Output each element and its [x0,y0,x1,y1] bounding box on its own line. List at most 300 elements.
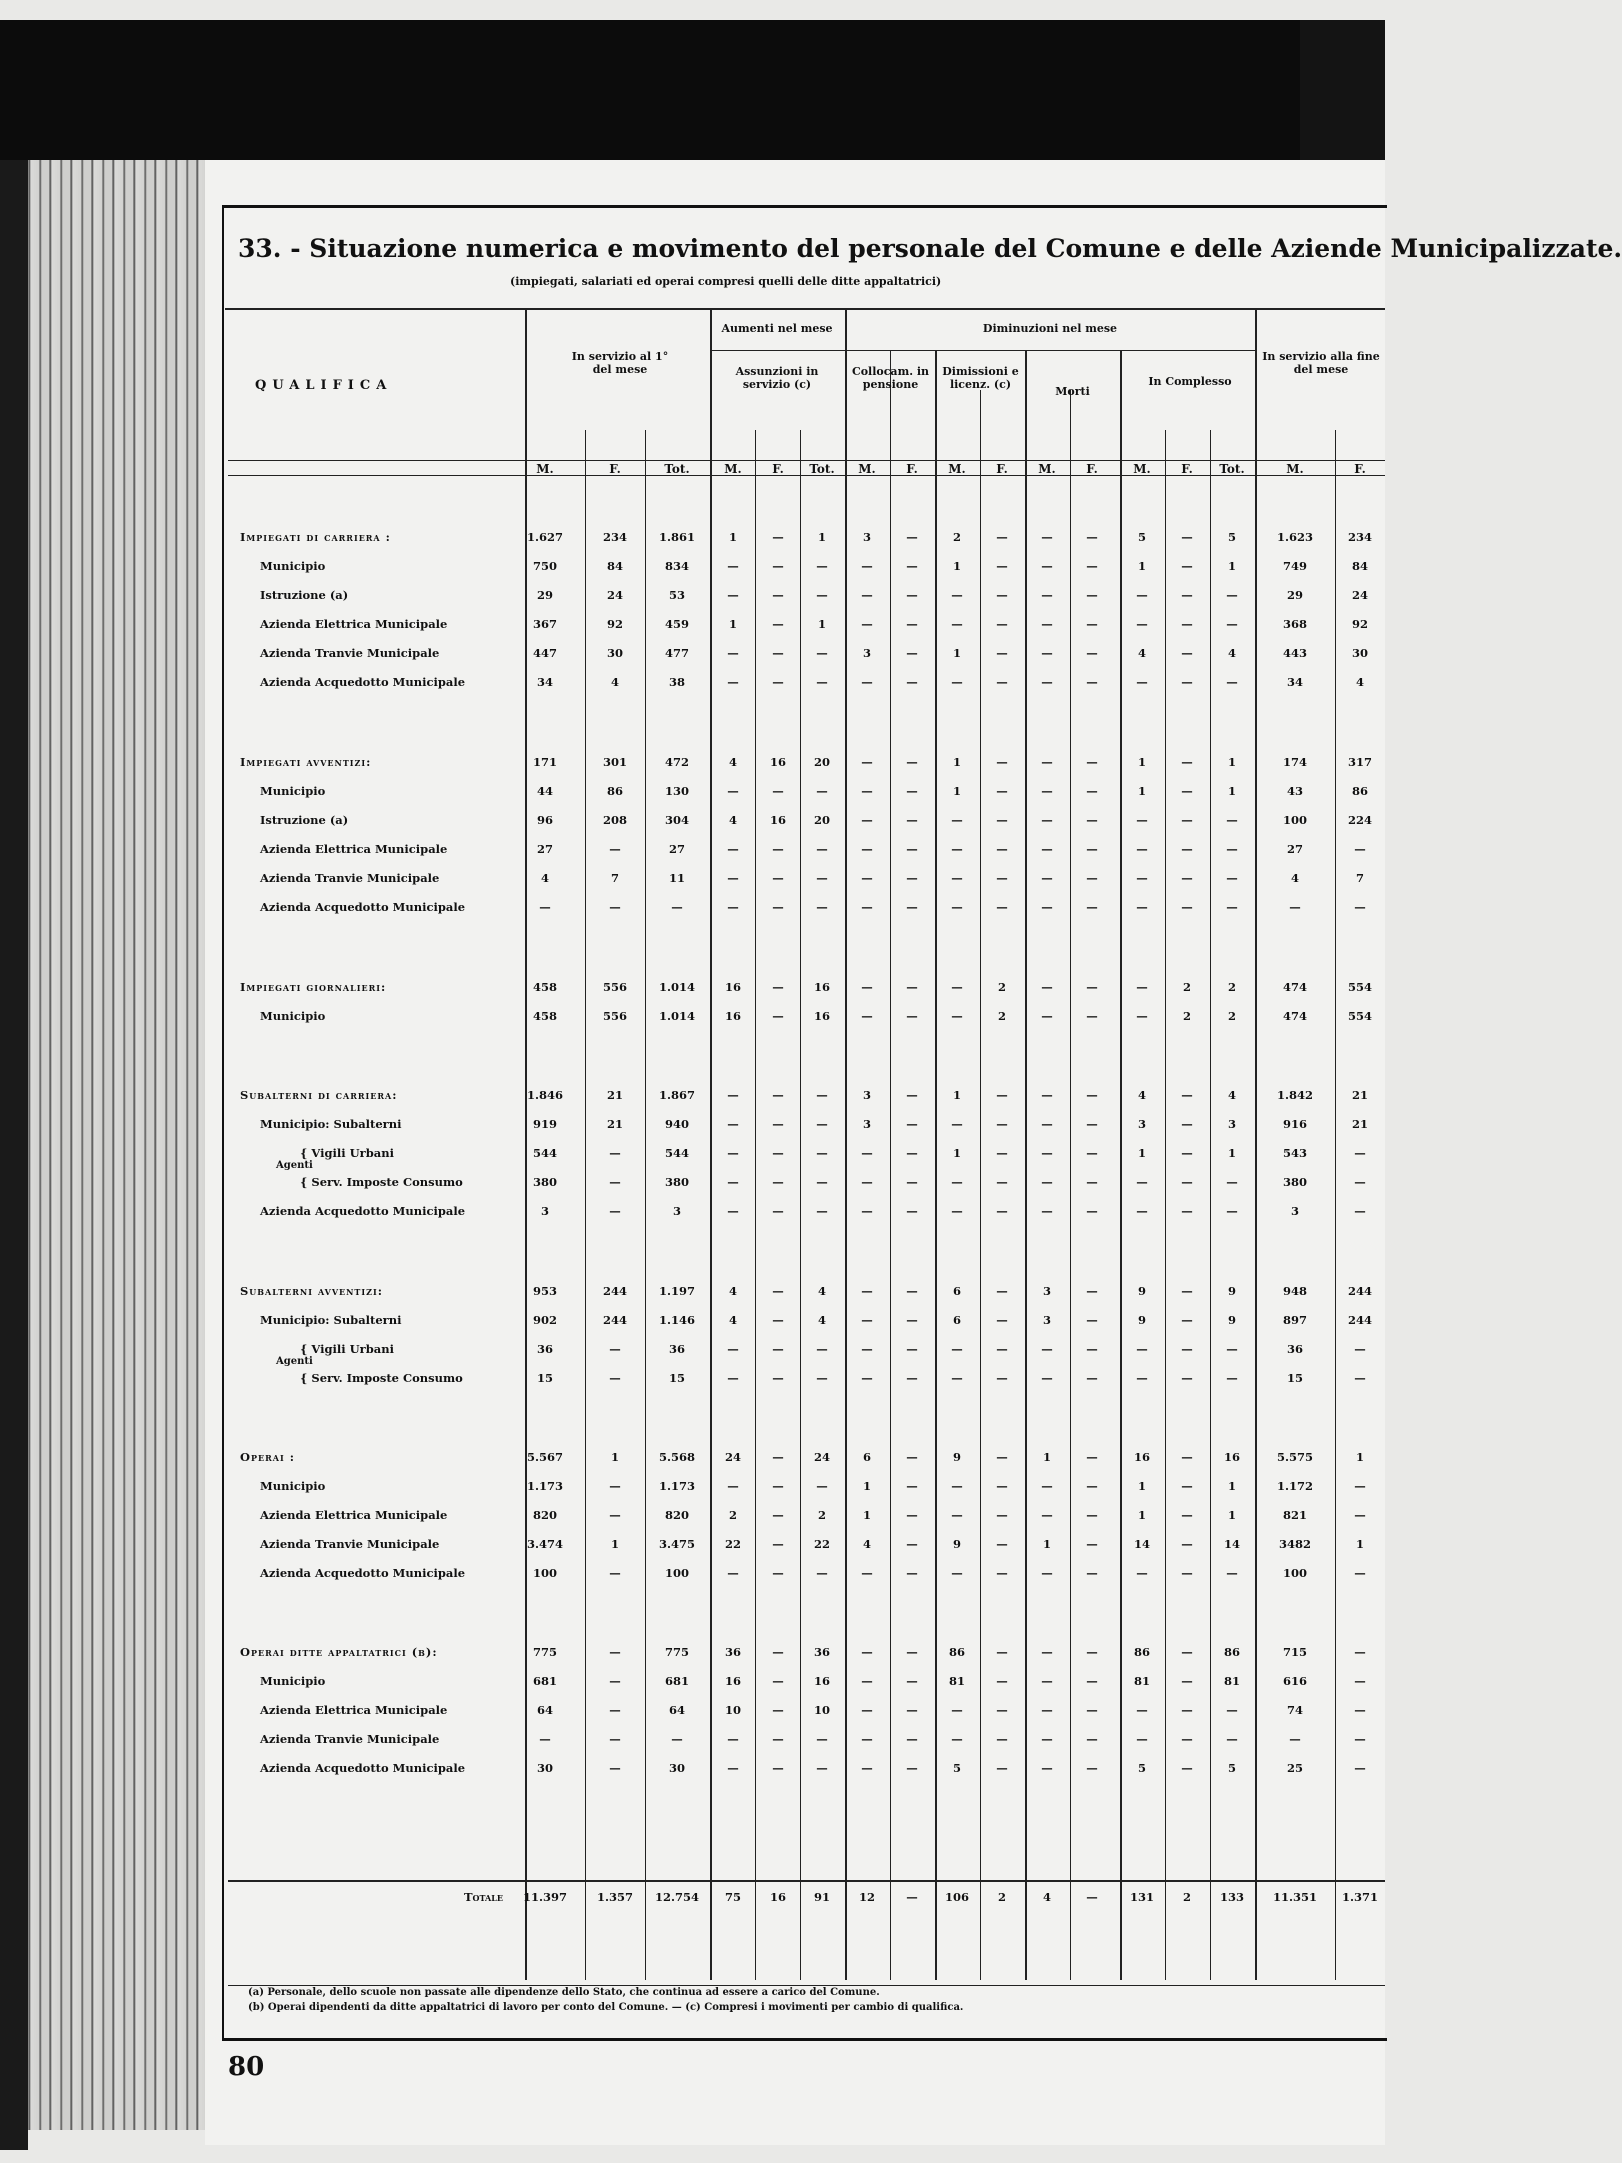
table-cell: — [1086,1313,1098,1327]
table-cell: — [1181,784,1193,798]
table-cell: — [772,1537,784,1551]
table-cell: 1 [1227,1146,1236,1160]
table-cell: 5 [1227,1761,1236,1775]
table-cell: — [861,900,873,914]
table-cell: 1 [817,530,826,544]
table-cell: 1 [952,1088,961,1102]
table-cell: — [1136,1371,1148,1385]
table-cell: — [772,1674,784,1688]
table-cell: 3 [540,1204,549,1218]
table-cell: — [1226,617,1238,631]
table-cell: — [996,1566,1008,1580]
table-cell: 224 [1347,813,1372,827]
table-cell: — [1226,900,1238,914]
table-cell: — [906,1890,918,1904]
table-cell: — [816,559,828,573]
table-cell: — [772,1204,784,1218]
table-cell: 1.371 [1341,1890,1378,1904]
table-cell: — [1226,1732,1238,1746]
table-cell: — [996,1761,1008,1775]
table-cell: — [1181,1566,1193,1580]
table-cell: 3 [672,1204,681,1218]
table-cell: — [1226,1175,1238,1189]
column-subheader: F. [1354,462,1366,476]
table-cell: — [1181,1645,1193,1659]
table-cell: 4 [1355,675,1364,689]
table-cell: — [772,1146,784,1160]
agenti-text: Agenti [276,1356,313,1367]
table-cell: — [727,1479,739,1493]
column-subheader: F. [609,462,621,476]
table-cell: 1 [952,559,961,573]
table-cell: — [1136,1342,1148,1356]
table-cell: — [906,1537,918,1551]
table-cell: — [816,646,828,660]
table-cell: — [609,1674,621,1688]
table-cell: 64 [536,1703,553,1717]
table-cell: — [671,1732,683,1746]
table-cell: 5 [952,1761,961,1775]
table-cell: — [1086,1732,1098,1746]
table-cell: — [861,755,873,769]
table-cell: — [816,842,828,856]
table-cell: — [951,813,963,827]
table-cell: — [996,1175,1008,1189]
table-cell: 1.357 [596,1890,633,1904]
table-cell: 3482 [1278,1537,1311,1551]
table-cell: 16 [769,1890,786,1904]
table-row [232,1674,1382,1696]
table-cell: — [1041,1508,1053,1522]
table-cell: — [1041,842,1053,856]
table-cell: — [996,617,1008,631]
table-cell: 1 [1355,1537,1364,1551]
page-number: 80 [228,2052,265,2082]
table-cell: 24 [1351,588,1368,602]
table-cell: 6 [862,1450,871,1464]
table-cell: — [1354,842,1366,856]
table-cell: 1 [1137,559,1146,573]
table-cell: — [1181,1313,1193,1327]
table-cell: — [1086,842,1098,856]
table-cell: 4 [862,1537,871,1551]
qualifica-header: QUALIFICA [255,378,393,393]
table-cell: — [951,1204,963,1218]
table-cell: 24 [724,1450,741,1464]
table-cell: 472 [664,755,689,769]
table-cell: 64 [668,1703,685,1717]
table-cell: 4 [1290,871,1299,885]
page-title: 33. - Situazione numerica e movimento del personale del Comune e delle Aziende Municipalizzate. [238,234,1622,263]
table-cell: — [1041,588,1053,602]
table-cell: — [861,1146,873,1160]
table-cell: — [1226,1566,1238,1580]
table-row [232,842,1382,864]
table-cell: — [609,1645,621,1659]
table-cell: 544 [532,1146,557,1160]
table-cell: 953 [532,1284,557,1298]
table-cell: 16 [813,1674,830,1688]
table-row [232,1479,1382,1501]
row-label: { Serv. Imposte Consumo [300,1175,463,1189]
table-cell: — [1041,617,1053,631]
table-cell: — [906,1009,918,1023]
table-cell: — [772,1009,784,1023]
table-cell: 21 [1351,1088,1368,1102]
table-cell: 4 [728,1313,737,1327]
table-cell: — [861,813,873,827]
row-label: Municipio [260,1674,326,1688]
table-cell: 81 [948,1674,965,1688]
table-cell: 30 [606,646,623,660]
table-cell: — [861,1732,873,1746]
table-cell: 4 [1137,1088,1146,1102]
table-cell: — [816,1204,828,1218]
table-cell: 9 [952,1537,961,1551]
table-cell: — [1041,1645,1053,1659]
collocam-header: Collocam. in pensione [851,365,930,391]
table-cell: 4 [817,1284,826,1298]
table-cell: — [1086,1342,1098,1356]
table-cell: — [1041,980,1053,994]
table-cell: 174 [1282,755,1307,769]
table-cell: 3 [1290,1204,1299,1218]
table-cell: 20 [813,755,830,769]
row-label: Municipio [260,784,326,798]
table-cell: — [816,900,828,914]
table-cell: 38 [668,675,685,689]
table-row [232,1508,1382,1530]
table-cell: — [1086,1890,1098,1904]
table-cell: 10 [813,1703,830,1717]
table-cell: 1.623 [1276,530,1313,544]
table-cell: — [861,1674,873,1688]
table-cell: — [951,900,963,914]
table-cell: 44 [536,784,553,798]
table-cell: — [1181,646,1193,660]
table-cell: 100 [532,1566,557,1580]
table-cell: — [727,1342,739,1356]
table-cell: 5.567 [526,1450,563,1464]
table-cell: — [1181,842,1193,856]
column-subheader: F. [906,462,918,476]
table-cell: — [727,675,739,689]
column-subheader: M. [858,462,876,476]
table-cell: — [906,1342,918,1356]
table-cell: — [1226,842,1238,856]
table-cell: — [816,1117,828,1131]
table-cell: — [772,1088,784,1102]
table-cell: — [1354,1146,1366,1160]
table-cell: — [951,1117,963,1131]
table-cell: — [906,559,918,573]
row-label: Azienda Acquedotto Municipale [260,675,466,689]
table-cell: 301 [602,755,627,769]
table-cell: — [906,1146,918,1160]
table-cell: 30 [1351,646,1368,660]
table-cell: — [951,617,963,631]
table-cell: — [1086,1450,1098,1464]
table-cell: 11.351 [1272,1890,1317,1904]
table-cell: — [861,1703,873,1717]
table-cell: — [1041,813,1053,827]
table-cell: 1.861 [658,530,695,544]
table-row [232,588,1382,610]
table-cell: — [861,1175,873,1189]
table-cell: 1.014 [658,1009,695,1023]
table-cell: — [951,675,963,689]
table-cell: 96 [536,813,553,827]
table-cell: 5 [1137,530,1146,544]
table-cell: 92 [1351,617,1368,631]
row-label: Impiegati di carriera : [240,530,391,544]
table-cell: — [951,1508,963,1522]
table-cell: — [1041,900,1053,914]
table-cell: 92 [606,617,623,631]
table-cell: 4 [610,675,619,689]
table-cell: 29 [536,588,553,602]
table-cell: — [861,980,873,994]
table-cell: 16 [813,980,830,994]
column-subheader: Tot. [809,462,835,476]
table-cell: — [996,1537,1008,1551]
table-cell: — [1086,1703,1098,1717]
table-cell: — [1086,559,1098,573]
table-cell: 1 [1227,559,1236,573]
table-cell: — [1181,1674,1193,1688]
table-cell: — [1086,530,1098,544]
table-cell: — [772,1732,784,1746]
table-cell: — [1181,675,1193,689]
table-cell: 24 [606,588,623,602]
table-cell: — [906,530,918,544]
table-cell: 34 [536,675,553,689]
table-cell: 16 [724,980,741,994]
table-cell: — [772,1566,784,1580]
table-cell: 821 [1282,1508,1307,1522]
table-cell: 2 [997,1009,1006,1023]
table-cell: — [951,1703,963,1717]
table-cell: — [727,1761,739,1775]
table-cell: — [906,1674,918,1688]
table-row [232,1313,1382,1335]
table-cell: 81 [1133,1674,1150,1688]
table-cell: — [906,755,918,769]
table-cell: — [1181,1450,1193,1464]
table-cell: — [951,1566,963,1580]
table-cell: — [996,784,1008,798]
table-cell: — [951,588,963,602]
table-cell: — [539,1732,551,1746]
table-row [232,784,1382,806]
table-cell: — [861,559,873,573]
table-cell: 1 [1137,755,1146,769]
table-cell: — [1226,1703,1238,1717]
table-cell: — [906,784,918,798]
column-subheader: F. [1181,462,1193,476]
table-cell: 131 [1129,1890,1154,1904]
table-cell: 15 [536,1371,553,1385]
table-cell: 1.014 [658,980,695,994]
table-cell: 106 [944,1890,969,1904]
table-cell: — [772,617,784,631]
table-cell: — [816,1146,828,1160]
table-cell: — [996,842,1008,856]
book-page-edges [0,160,205,2130]
table-cell: 27 [668,842,685,856]
row-label: Azienda Elettrica Municipale [260,842,448,856]
table-cell: — [996,646,1008,660]
table-cell: — [1181,1537,1193,1551]
table-cell: — [1136,588,1148,602]
table-cell: — [1041,675,1053,689]
table-cell: 749 [1282,559,1307,573]
footnote-a: (a) Personale, dello scuole non passate alle dipendenze dello Stato, che continua ad essere a carico del Comune. [248,1987,880,1998]
table-cell: 1 [610,1450,619,1464]
table-cell: 30 [536,1761,553,1775]
table-cell: 1 [952,1146,961,1160]
column-subheader: M. [536,462,554,476]
table-cell: 474 [1282,980,1307,994]
table-cell: — [816,1175,828,1189]
table-cell: — [996,1371,1008,1385]
table-cell: — [906,1117,918,1131]
table-cell: 5 [1227,530,1236,544]
table-cell: 1 [1137,1508,1146,1522]
table-cell: — [996,1342,1008,1356]
table-cell: 2 [1227,980,1236,994]
table-cell: — [609,1342,621,1356]
row-label: Azienda Tranvie Municipale [260,1537,440,1551]
table-cell: 11.397 [522,1890,567,1904]
table-cell: 234 [1347,530,1372,544]
table-cell: 3 [1042,1284,1051,1298]
table-cell: 12 [858,1890,875,1904]
table-cell: 244 [1347,1313,1372,1327]
table-row [232,1732,1382,1754]
table-cell: 53 [668,588,685,602]
table-cell: — [906,1088,918,1102]
table-cell: 74 [1286,1703,1303,1717]
table-cell: 21 [1351,1117,1368,1131]
table-cell: — [1136,1009,1148,1023]
table-cell: 91 [813,1890,830,1904]
table-cell: 2 [817,1508,826,1522]
table-cell: — [1041,646,1053,660]
table-cell: 897 [1282,1313,1307,1327]
table-cell: — [609,1508,621,1522]
table-cell: — [996,675,1008,689]
table-row [232,530,1382,552]
table-cell: — [1354,1761,1366,1775]
morti-header: Morti [1055,385,1090,398]
table-cell: — [1136,1204,1148,1218]
table-cell: — [906,588,918,602]
table-cell: 681 [532,1674,557,1688]
table-cell: 15 [668,1371,685,1385]
table-cell: — [906,842,918,856]
table-cell: — [1226,1371,1238,1385]
table-cell: 86 [948,1645,965,1659]
table-cell: — [1354,1703,1366,1717]
table-cell: 2 [952,530,961,544]
table-cell: — [772,1703,784,1717]
table-cell: — [1181,871,1193,885]
aumenti-header: Aumenti nel mese [721,322,833,335]
table-cell: 4 [728,755,737,769]
row-label: Azienda Acquedotto Municipale [260,1566,466,1580]
table-cell: 447 [532,646,557,660]
table-cell: — [609,900,621,914]
table-cell: — [727,646,739,660]
table-cell: — [1136,617,1148,631]
table-cell: — [1181,813,1193,827]
table-cell: — [861,842,873,856]
row-label: Subalterni avventizi: [240,1284,383,1298]
table-row [232,559,1382,581]
table-cell: — [1181,1175,1193,1189]
row-label: Municipio [260,1479,326,1493]
table-cell: 16 [769,813,786,827]
in-servizio-start-header: In servizio al 1° del mese [571,350,669,376]
table-cell: 367 [532,617,557,631]
table-cell: — [996,530,1008,544]
table-cell: 1 [1355,1450,1364,1464]
table-cell: 36 [724,1645,741,1659]
table-cell: — [1086,1284,1098,1298]
table-cell: — [861,1313,873,1327]
table-cell: 100 [1282,1566,1307,1580]
table-cell: 1 [952,784,961,798]
table-cell: — [727,1117,739,1131]
table-cell: 84 [606,559,623,573]
table-cell: 2 [728,1508,737,1522]
table-cell: 554 [1347,980,1372,994]
table-cell: — [861,1342,873,1356]
row-label: Azienda Tranvie Municipale [260,646,440,660]
table-cell: 208 [602,813,627,827]
row-label: Istruzione (a) [260,588,349,602]
table-cell: — [906,1175,918,1189]
agenti-label [232,1356,1382,1378]
table-cell: 15 [1286,1371,1303,1385]
table-cell: 3 [1227,1117,1236,1131]
diminuzioni-rule [845,350,1255,351]
table-cell: — [816,1732,828,1746]
table-cell: — [951,1371,963,1385]
table-cell: — [1041,1342,1053,1356]
table-cell: — [906,871,918,885]
table-cell: — [1181,1342,1193,1356]
agenti-text: Agenti [276,1160,313,1171]
table-row [232,1284,1382,1306]
table-cell: 948 [1282,1284,1307,1298]
row-label: { Vigili Urbani [300,1342,394,1356]
column-subheader: F. [1086,462,1098,476]
table-cell: 2 [1227,1009,1236,1023]
table-cell: — [1086,1508,1098,1522]
table-cell: — [906,1761,918,1775]
table-cell: 1 [1227,1508,1236,1522]
table-cell: 22 [724,1537,741,1551]
table-cell: — [996,755,1008,769]
row-label: Azienda Elettrica Municipale [260,617,448,631]
table-cell: 543 [1282,1146,1307,1160]
table-cell: — [1041,1371,1053,1385]
table-cell: 775 [532,1645,557,1659]
table-cell: — [1136,900,1148,914]
table-cell: 6 [952,1313,961,1327]
